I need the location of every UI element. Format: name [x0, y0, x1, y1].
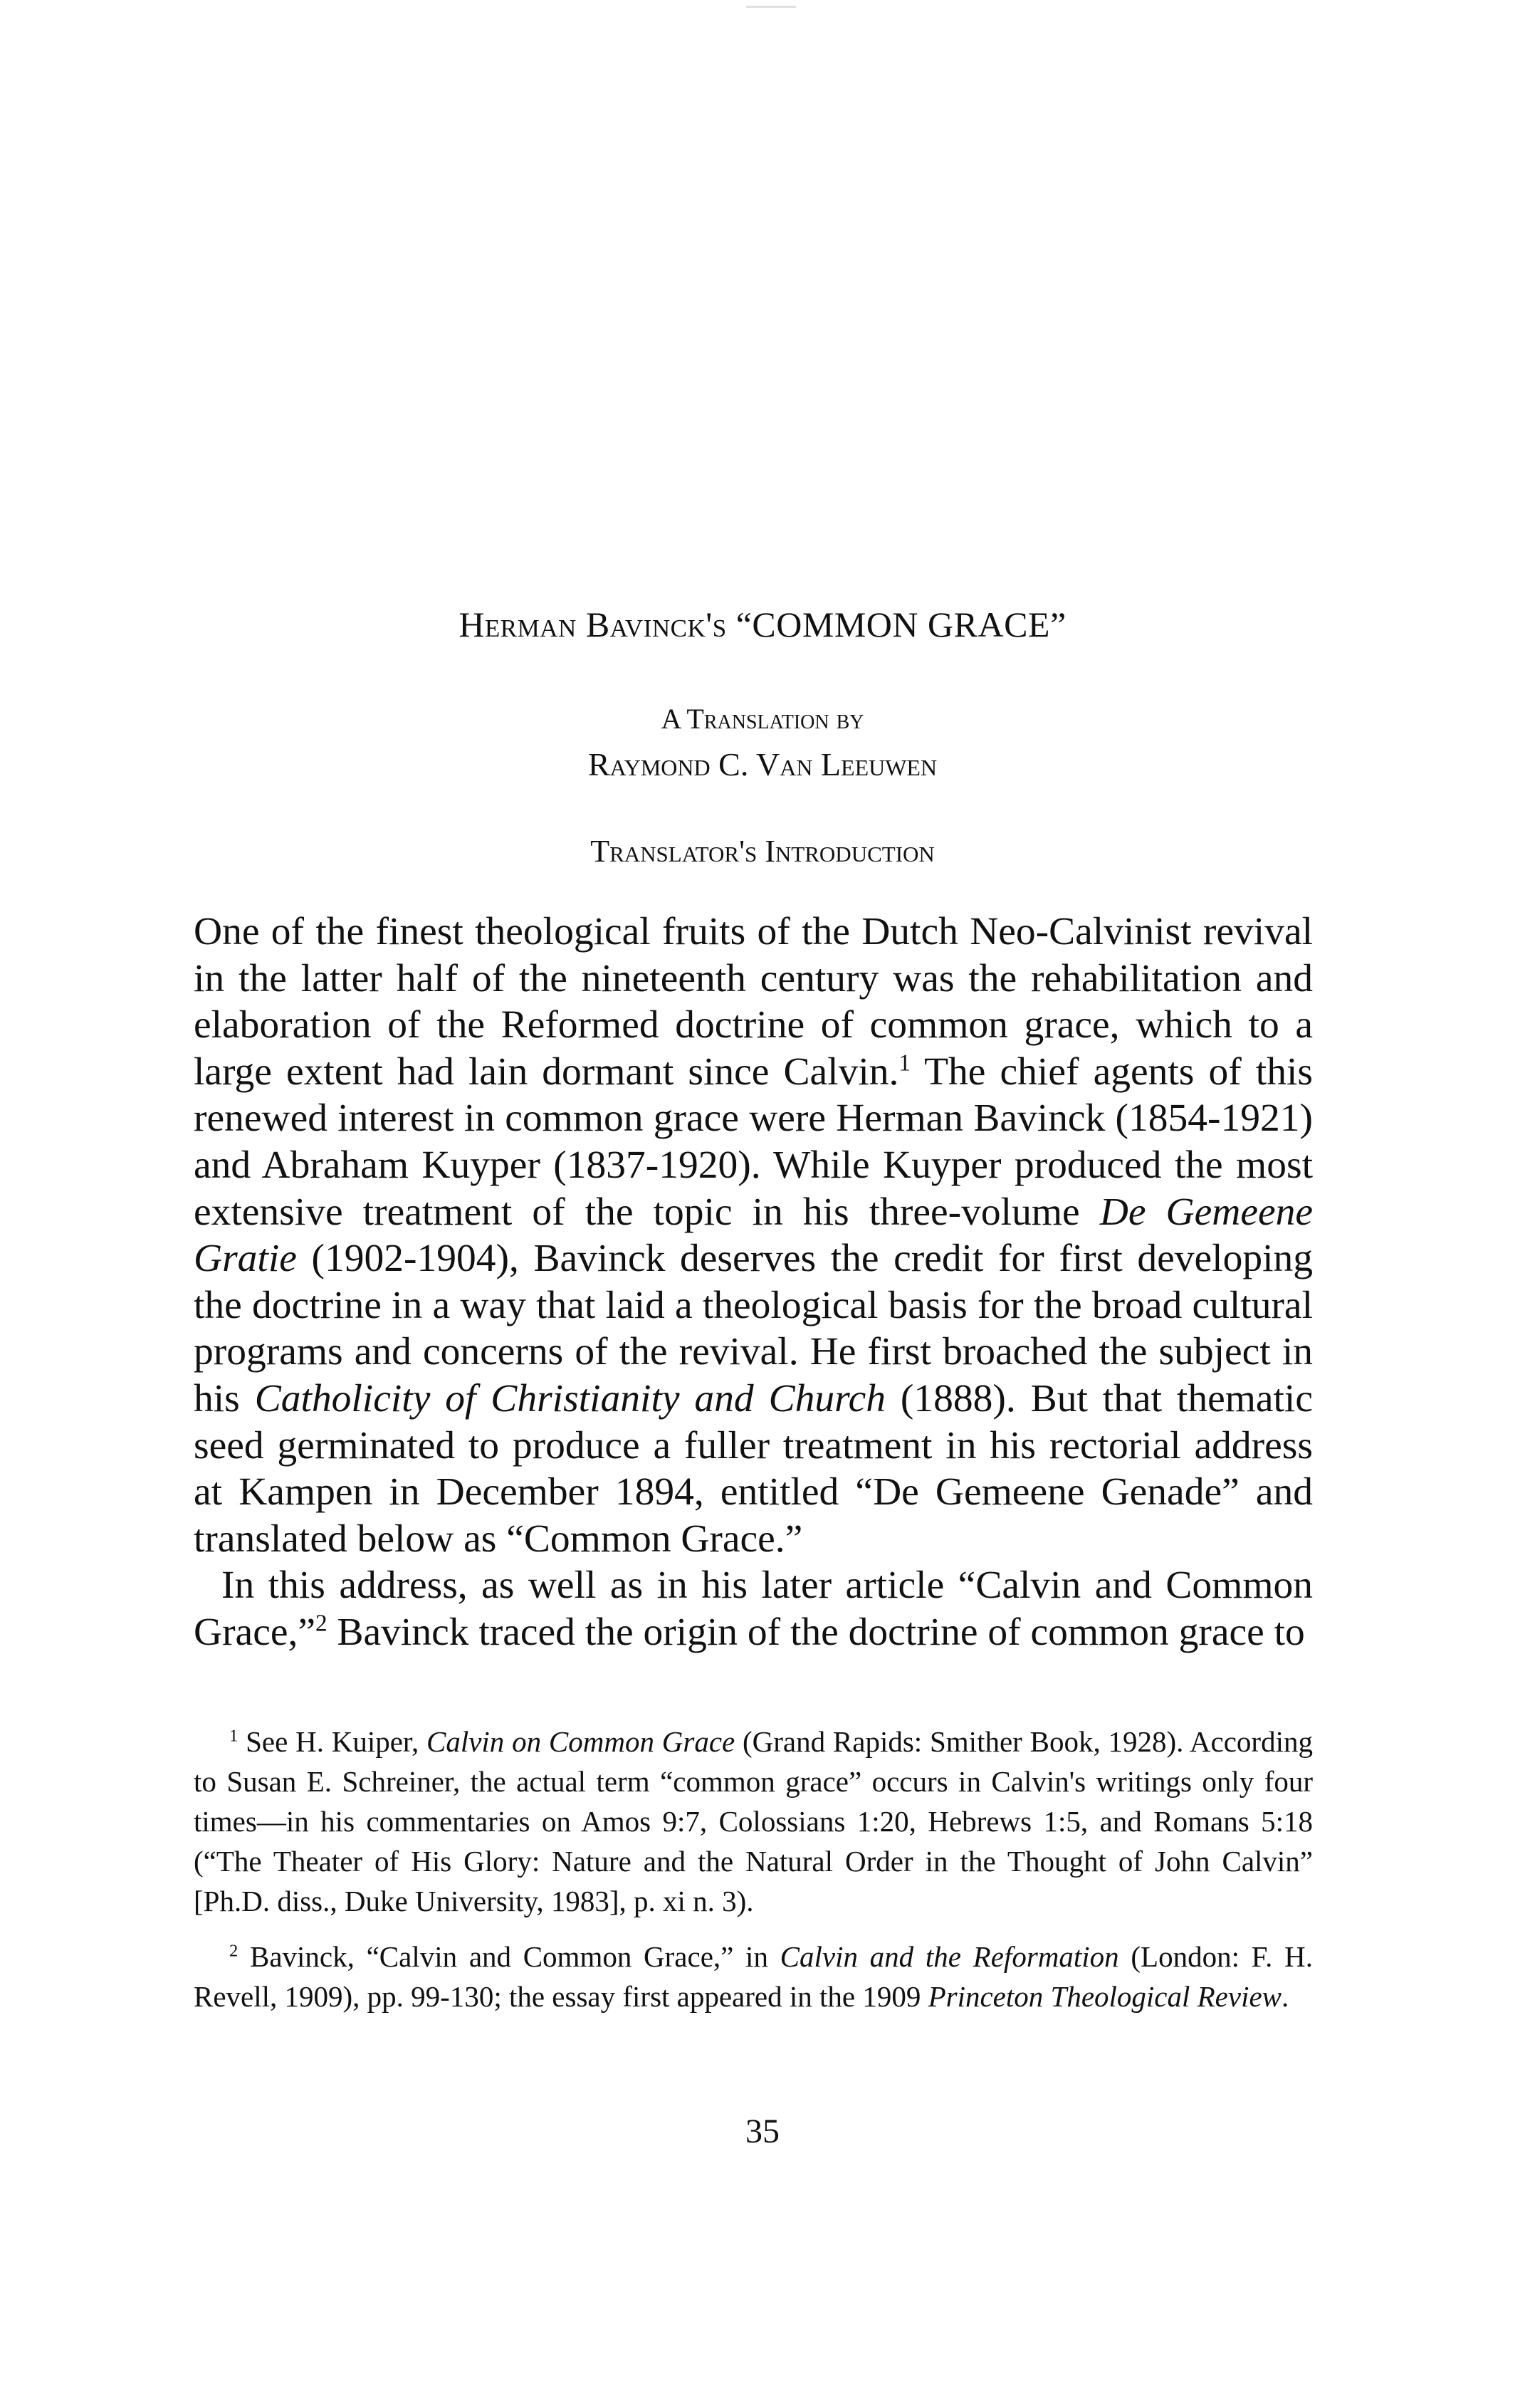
- footnote-1-italic: Calvin on Common Grace: [426, 1725, 735, 1758]
- p1-text-d: (1888). But that thematic seed germinated to produce a fuller treatment in his rectorial address at Kampen in December 1894, entitled “De Gemeene Genade” and translated below as “Common Grace.”: [194, 1376, 1313, 1561]
- footnote-2-text-c: .: [1282, 1980, 1289, 2013]
- byline-translator-name: Raymond C. Van Leeuwen: [587, 746, 938, 782]
- p1-text-a: One of the finest theological fruits of the Dutch Neo-Calvinist revival in the latter half of the nineteenth century was the rehabilitation and elaboration of the Reformed doctrine of common grace, which to a large extent had lain dormant since Calvin.: [194, 910, 1313, 1094]
- p1-italic-title-2: Catholicity of Christianity and Church: [254, 1376, 886, 1420]
- footnote-2-italic-2: Princeton Theological Review: [928, 1980, 1282, 2013]
- p2-text-a: In this address, as well as in his later article “Calvin and Common Grace,”: [194, 1564, 1314, 1654]
- paragraph-1: [194, 909, 1313, 1562]
- article-title: [0, 604, 1525, 645]
- p1-italic-title-1: De Gemeene Gratie: [194, 1190, 1313, 1281]
- title-main: “COMMON GRACE”: [735, 604, 1067, 644]
- footnote-2-text-b: (London: F. H. Revell, 1909), pp. 99-130; the essay first appeared in the 1909: [194, 1940, 1313, 2013]
- footnote-2-number: 2: [229, 1941, 239, 1961]
- footnote-2: [194, 1937, 1313, 2016]
- footnote-2-italic-1: Calvin and the Reformation: [780, 1940, 1119, 1973]
- footnote-2-text-a: Bavinck, “Calvin and Common Grace,” in: [238, 1940, 780, 1973]
- footnote-1-text-a: See H. Kuiper,: [238, 1725, 426, 1758]
- byline-translation-by: A Translation by: [661, 703, 864, 735]
- footnote-ref-2: 2: [315, 1610, 327, 1637]
- p1-text-c: (1902-1904), Bavinck deserves the credit for first developing the doctrine in a way that laid a theological basis for the broad cultural programs and concerns of the revival. He first broached the subject in his: [194, 1237, 1313, 1420]
- main-text: [194, 909, 1313, 1656]
- footnotes: [194, 1722, 1313, 2032]
- p2-text-b: Bavinck traced the origin of the doctrine of common grace to: [327, 1610, 1305, 1654]
- scan-mark: [746, 0, 796, 8]
- footnote-ref-1: 1: [898, 1049, 911, 1077]
- section-heading: Translator's Introduction: [590, 834, 935, 869]
- footnote-1: [194, 1722, 1313, 1921]
- paragraph-2: [194, 1562, 1313, 1655]
- p1-text-b: The chief agents of this renewed interest in common grace were Herman Bavinck (1854-1921) and Abraham Kuyper (1837-1920). While Kuyper produced the most extensive treatment of the topic in his three-volume: [194, 1049, 1313, 1234]
- footnote-1-text-b: (Grand Rapids: Smither Book, 1928). According to Susan E. Schreiner, the actual term “common grace” occurs in Calvin's writings only four times—in his commentaries on Amos 9:7, Colossians 1:20, Hebrews 1:5, and Romans 5:18 (“The Theater of His Glory: Nature and the Natural Order in the Thought of John Calvin” [Ph.D. diss., Duke University, 1983], p. xi n. 3).: [194, 1725, 1313, 1917]
- footnote-1-number: 1: [229, 1726, 239, 1746]
- title-prefix: Herman Bavinck's: [458, 604, 736, 644]
- page-number: 35: [745, 2113, 780, 2150]
- byline: [0, 696, 1525, 787]
